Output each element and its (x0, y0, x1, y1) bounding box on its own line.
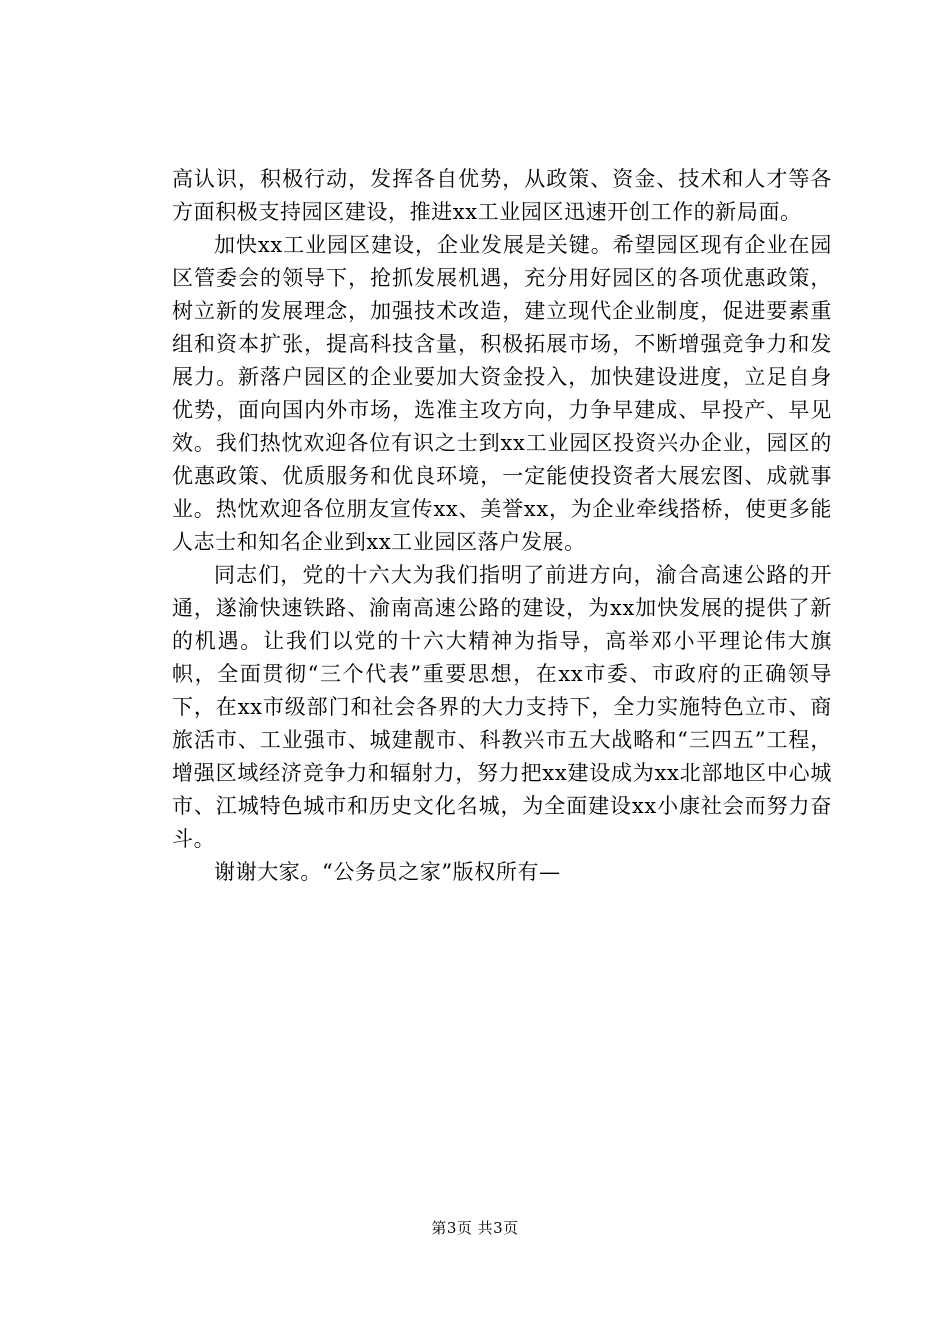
document-body (172, 163, 832, 889)
paragraph-industrial-park: 加快xx工业园区建设，企业发展是关键。希望园区现有企业在园区管委会的领导下，抢抓发展机遇，充分用好园区的各项优惠政策，树立新的发展理念，加强技术改造，建立现代企业制度，促进要素重组和资本扩张，提高科技含量，积极拓展市场，不断增强竞争力和发展力。新落户园区的企业要加大资金投入，加快建设进度，立足自身优势，面向国内外市场，选准主攻方向，力争早建成、早投产、早见效。我们热忱欢迎各位有识之士到xx工业园区投资兴办企业，园区的优惠政策、优质服务和优良环境，一定能使投资者大展宏图、成就事业。热忱欢迎各位朋友宣传xx、美誉xx，为企业牵线搭桥，使更多能人志士和知名企业到xx工业园区落户发展。 (172, 233, 832, 554)
paragraph-thanks: 谢谢大家。“公务员之家”版权所有— (214, 860, 561, 884)
paragraph-comrades: 同志们，党的十六大为我们指明了前进方向，渝合高速公路的开通，遂渝快速铁路、渝南高速公路的建设，为xx加快发展的提供了新的机遇。让我们以党的十六大精神为指导，高举邓小平理论伟大旗帜，全面贯彻“三个代表”重要思想，在xx市委、市政府的正确领导下，在xx市级部门和社会各界的大力支持下，全力实施特色立市、商旅活市、工业强市、城建靓市、科教兴市五大战略和“三四五”工程，增强区域经济竞争力和辐射力，努力把xx建设成为xx北部地区中心城市、江城特色城市和历史文化名城，为全面建设xx小康社会而努力奋斗。 (172, 563, 832, 851)
paragraph-continuation: 高认识，积极行动，发挥各自优势，从政策、资金、技术和人才等各方面积极支持园区建设，推进xx工业园区迅速开创工作的新局面。 (172, 167, 832, 224)
page-footer: 第3页 共3页 (431, 1219, 519, 1237)
